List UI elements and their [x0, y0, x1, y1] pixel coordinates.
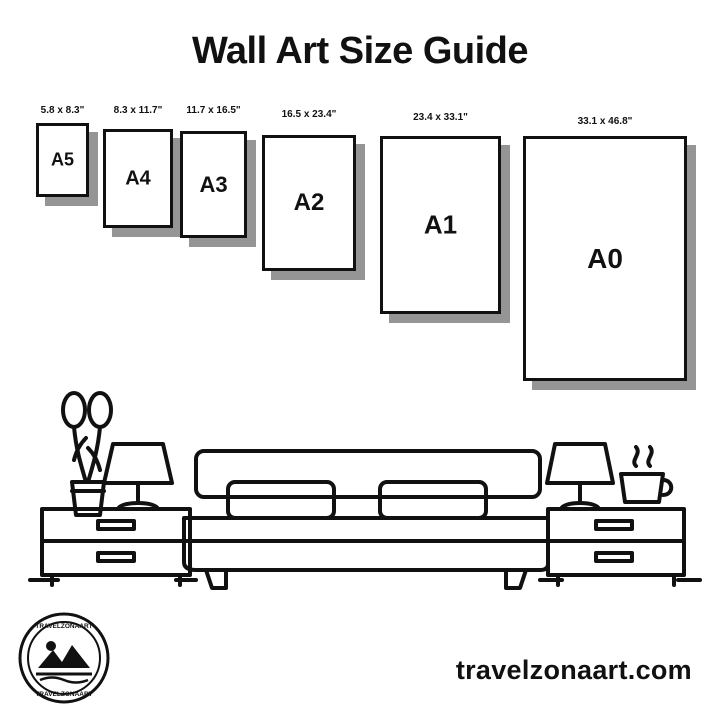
frame-a3-label: A3	[199, 171, 228, 197]
left-table-lamp	[104, 444, 172, 509]
brand-logo	[18, 612, 110, 704]
frame-a2-box	[262, 135, 356, 271]
frame-a1[interactable]	[380, 105, 501, 315]
frame-a4[interactable]	[103, 105, 173, 209]
frame-a0-label: A0	[587, 242, 623, 274]
website-url[interactable]: travelzonaart.com	[455, 655, 692, 685]
left-nightstand	[42, 509, 190, 585]
frame-a4-label: A4	[125, 167, 151, 189]
frame-a1-dimensions: 23.4 x 33.1"	[413, 112, 468, 123]
frame-a5[interactable]	[36, 105, 89, 181]
frame-a1-box	[380, 136, 501, 314]
mountain-icon	[36, 641, 92, 683]
bedroom-scene	[0, 378, 720, 603]
frame-a2[interactable]	[262, 105, 356, 275]
frame-a5-label: A5	[50, 149, 74, 170]
frame-a0[interactable]	[523, 105, 687, 395]
page-title: Wall Art Size Guide	[191, 30, 529, 72]
frame-a0-box	[523, 136, 687, 381]
frame-a5-dimensions: 5.8 x 8.3"	[40, 105, 85, 116]
logo-text-top: TRAVELZONAART	[35, 623, 93, 630]
logo-text-bottom: TRAVELZONAART	[35, 691, 93, 698]
frame-a4-dimensions: 8.3 x 11.7"	[113, 105, 163, 116]
frame-a5-box	[36, 123, 89, 197]
frame-a2-label: A2	[293, 189, 325, 216]
right-table-lamp	[547, 444, 613, 509]
frame-a1-label: A1	[423, 209, 458, 240]
frame-a2-dimensions: 16.5 x 23.4"	[281, 109, 337, 120]
coffee-cup	[621, 447, 671, 502]
vase-with-flowers	[63, 393, 111, 515]
frame-a0-dimensions: 33.1 x 46.8"	[577, 116, 633, 127]
frame-a4-box	[103, 129, 173, 228]
frame-a3[interactable]	[180, 105, 247, 245]
right-nightstand	[548, 509, 684, 585]
size-chart	[0, 105, 720, 405]
bed	[184, 451, 548, 588]
frame-a3-box	[180, 131, 247, 238]
frame-a3-dimensions: 11.7 x 16.5"	[186, 105, 241, 116]
